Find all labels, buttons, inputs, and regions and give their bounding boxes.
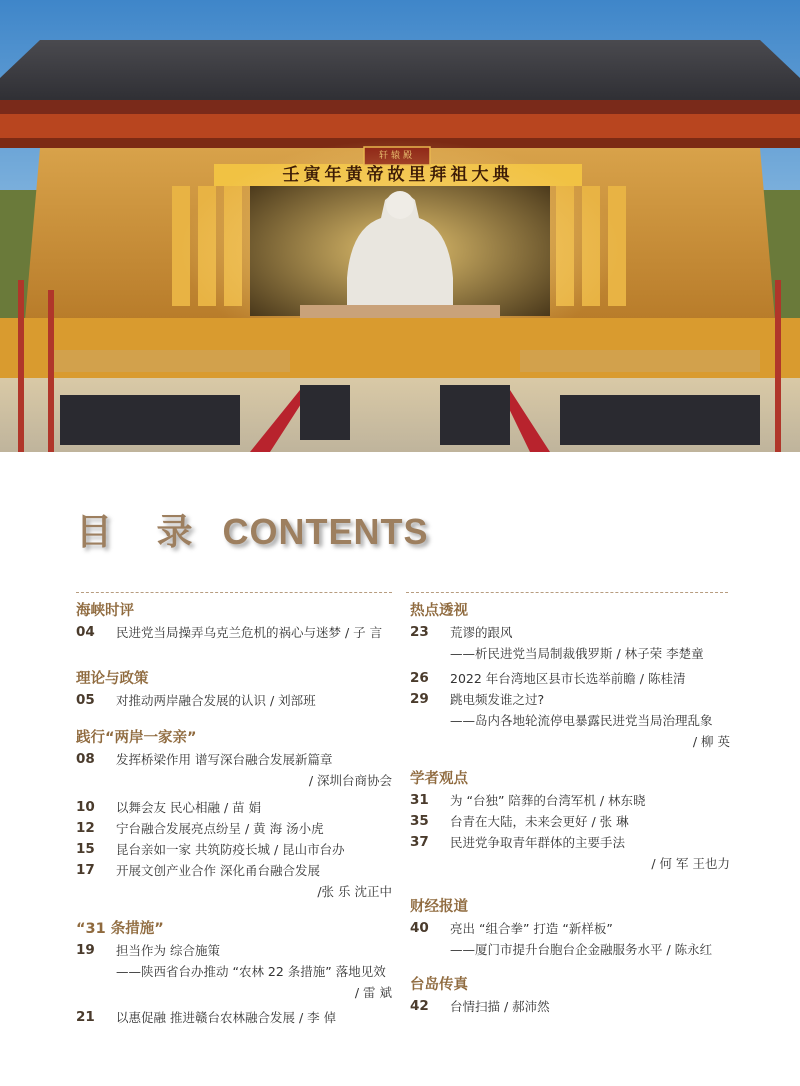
toc-entry[interactable] <box>410 996 730 1017</box>
page-number: 23 <box>410 624 429 640</box>
toc-entry[interactable] <box>76 940 392 1003</box>
entry-title: 荒谬的跟风 <box>450 625 513 640</box>
page-number: 10 <box>76 799 95 815</box>
temple-illustration <box>0 0 800 452</box>
contents-title-en: CONTENTS <box>222 511 429 552</box>
toc-entry[interactable] <box>410 668 730 689</box>
contents-title-cn: 目 录 <box>76 512 209 553</box>
page-number: 40 <box>410 920 429 936</box>
page-number: 15 <box>76 841 95 857</box>
toc-left-column <box>76 600 392 1028</box>
section-title-taidao: 台岛传真 <box>410 977 468 993</box>
divider-right <box>406 592 728 593</box>
entry-author: / 雷 斌 <box>354 985 392 1000</box>
section-title-redian: 热点透视 <box>410 603 468 619</box>
page-number: 35 <box>410 813 429 829</box>
entry-subtitle: ——陕西省台办推动 “农林 22 条措施” 落地见效 <box>116 964 386 979</box>
entry-title: 昆台亲如一家 共筑防疫长城 / 昆山市台办 <box>116 842 345 857</box>
entry-title: 以舞会友 民心相融 / 苗 娟 <box>116 800 262 815</box>
entry-title: 以惠促融 推进赣台农林融合发展 / 李 倬 <box>116 1010 337 1025</box>
entry-title: 发挥桥梁作用 谱写深台融合发展新篇章 <box>116 752 333 767</box>
divider-left <box>76 592 392 593</box>
entry-title: 跳电频发谁之过? <box>450 692 545 707</box>
section-title-jianxing: 践行“两岸一家亲” <box>76 730 197 746</box>
entry-title: 担当作为 综合施策 <box>116 943 220 958</box>
page-number: 05 <box>76 692 95 708</box>
page-number: 29 <box>410 691 429 707</box>
hero-photo <box>0 0 800 452</box>
section-title-haixia: 海峡时评 <box>76 603 134 619</box>
page-number: 04 <box>76 624 95 640</box>
plaque-text: 轩辕殿 <box>378 151 415 161</box>
entry-subtitle: ——厦门市提升台胞台企金融服务水平 / 陈永红 <box>450 942 713 957</box>
entry-title: 对推动两岸融合发展的认识 / 刘部班 <box>116 693 316 708</box>
page-number: 42 <box>410 998 429 1014</box>
toc-entry[interactable] <box>410 811 730 832</box>
contents-title <box>76 504 429 554</box>
toc-entry[interactable] <box>76 690 392 711</box>
toc-entry[interactable] <box>76 622 392 643</box>
entry-title: 亮出 “组合拳” 打造 “新样板” <box>450 921 613 936</box>
toc-entry[interactable] <box>410 918 730 960</box>
page-number: 08 <box>76 751 95 767</box>
entry-title: 开展文创产业合作 深化甬台融合发展 <box>116 863 320 878</box>
entry-author: / 柳 英 <box>692 734 730 749</box>
entry-title: 台青在大陆，未来会更好 / 张 琳 <box>450 814 629 829</box>
entry-title: 2022 年台湾地区县市长选举前瞻 / 陈桂清 <box>450 671 686 686</box>
page-number: 12 <box>76 820 95 836</box>
entry-subtitle: ——析民进党当局制裁俄罗斯 / 林子荣 李楚童 <box>450 646 704 661</box>
entry-title: 民进党当局操弄乌克兰危机的祸心与迷梦 / 子 言 <box>116 625 383 640</box>
page-number: 37 <box>410 834 429 850</box>
toc-entry[interactable] <box>410 790 730 811</box>
toc-entry[interactable] <box>410 689 730 752</box>
toc-entry[interactable] <box>76 1007 392 1028</box>
toc-entry[interactable] <box>76 797 392 818</box>
entry-title: 台情扫描 / 郝沛然 <box>450 999 550 1014</box>
entry-author: / 何 军 王也力 <box>651 856 730 871</box>
toc-entry[interactable] <box>410 832 730 874</box>
toc-entry[interactable] <box>76 749 392 791</box>
banner-text: 壬寅年黄帝故里拜祖大典 <box>282 165 514 185</box>
entry-title: 为 “台独” 陪葬的台湾军机 / 林东晓 <box>450 793 646 808</box>
entry-author: /张 乐 沈正中 <box>317 884 392 899</box>
toc-entry[interactable] <box>76 839 392 860</box>
entry-title: 宁台融合发展亮点纷呈 / 黄 海 汤小虎 <box>116 821 324 836</box>
entry-author: / 深圳台商协会 <box>308 773 392 788</box>
entry-subtitle: ——岛内各地轮流停电暴露民进党当局治理乱象 <box>450 713 713 728</box>
page-number: 31 <box>410 792 429 808</box>
toc-right-column <box>410 600 730 1017</box>
section-title-xuezhe: 学者观点 <box>410 771 468 787</box>
page-number: 17 <box>76 862 95 878</box>
page-number: 21 <box>76 1009 95 1025</box>
section-title-caijing: 财经报道 <box>410 899 468 915</box>
entry-title: 民进党争取青年群体的主要手法 <box>450 835 626 850</box>
section-title-cuoshi: “31 条措施” <box>76 921 164 937</box>
page-number: 19 <box>76 942 95 958</box>
section-title-lilun: 理论与政策 <box>76 671 149 687</box>
toc-entry[interactable] <box>76 860 392 902</box>
toc-entry[interactable] <box>410 622 730 664</box>
page-number: 26 <box>410 670 429 686</box>
toc-entry[interactable] <box>76 818 392 839</box>
